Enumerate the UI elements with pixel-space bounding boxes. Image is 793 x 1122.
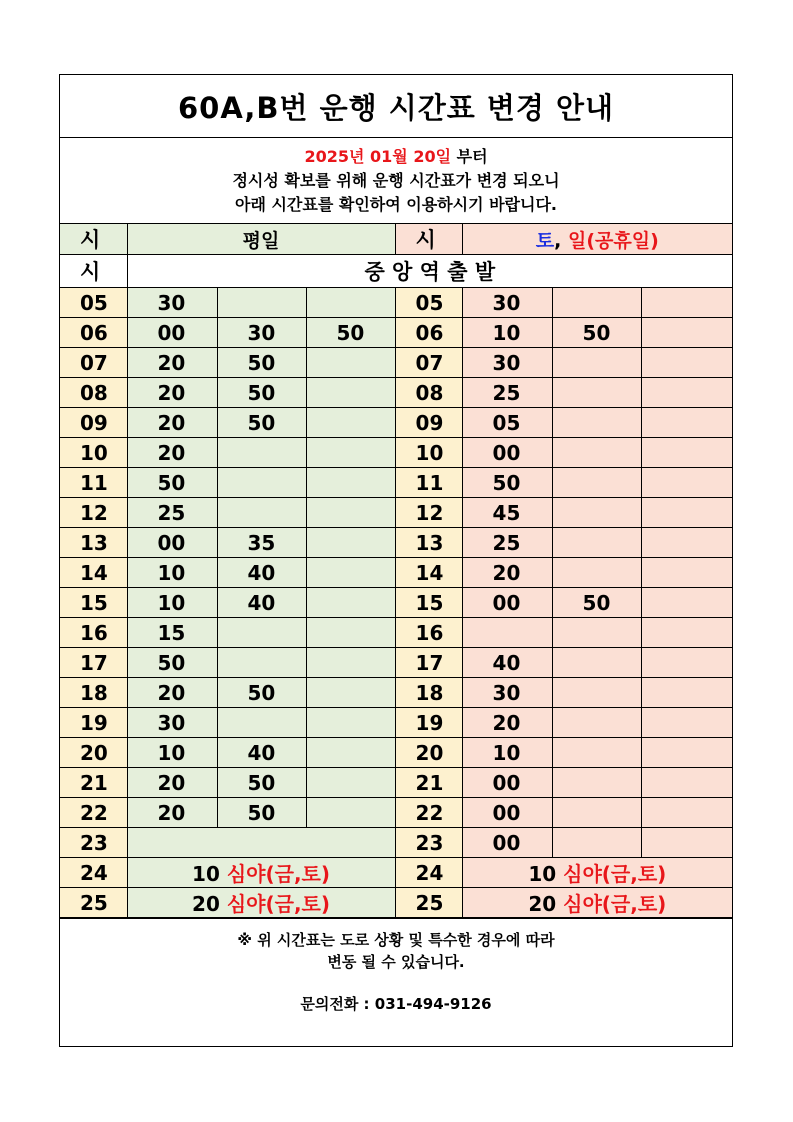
weekday-minute-cell: [306, 708, 395, 738]
footer-note-2: 변동 될 수 있습니다.: [327, 953, 465, 971]
weekend-minute-cell: 00: [462, 768, 552, 798]
weekday-hour-cell: 13: [60, 528, 127, 558]
weekend-hour-cell: 08: [395, 378, 462, 408]
sunday-holiday-label: 일(공휴일): [568, 229, 659, 252]
weekday-minute-cell: [306, 678, 395, 708]
table-row: [60, 648, 732, 678]
weekday-hour-cell: 25: [60, 888, 127, 918]
weekday-minute-cell: 50: [306, 318, 395, 348]
weekday-hour-cell: 24: [60, 858, 127, 888]
weekday-minute-cell: 50: [127, 468, 217, 498]
weekday-hour-cell: 08: [60, 378, 127, 408]
weekday-minute-cell: 20: [127, 798, 217, 828]
weekday-minute-cell: 50: [217, 408, 306, 438]
notice-line-2: 정시성 확보를 위해 운행 시간표가 변경 되오니: [232, 171, 560, 190]
weekend-minute-cell: [641, 318, 732, 348]
weekday-minute-cell: [306, 768, 395, 798]
weekend-minute-cell: [641, 798, 732, 828]
weekend-minute-cell: [641, 468, 732, 498]
weekend-minute-cell: 00: [462, 588, 552, 618]
weekend-hour-cell: 09: [395, 408, 462, 438]
weekend-hour-cell: 17: [395, 648, 462, 678]
weekday-minute-cell: 20: [127, 438, 217, 468]
weekday-minute-cell: [217, 618, 306, 648]
weekday-minute-cell: [306, 438, 395, 468]
weekend-minute-cell: 00: [462, 438, 552, 468]
weekend-minute-cell: [462, 618, 552, 648]
weekend-minute-cell: [552, 348, 641, 378]
weekday-minute-cell: 50: [217, 378, 306, 408]
weekday-minute-cell: 10: [127, 738, 217, 768]
weekday-minute-cell: [306, 288, 395, 318]
weekday-hour-cell: 14: [60, 558, 127, 588]
departure-hour-header: 시: [60, 255, 127, 288]
weekend-minute-cell: [641, 378, 732, 408]
weekday-minute-cell: [306, 348, 395, 378]
effective-date-suffix: 부터: [451, 147, 488, 166]
weekday-minute-cell: 20: [127, 348, 217, 378]
saturday-label: 토: [535, 229, 555, 252]
weekend-late-night-cell: [462, 888, 732, 918]
timetable: [60, 224, 732, 918]
late-night-note: 심야(금,토): [556, 862, 667, 886]
weekday-hour-cell: 19: [60, 708, 127, 738]
weekend-hour-cell: 25: [395, 888, 462, 918]
weekday-minute-cell: 40: [217, 738, 306, 768]
weekend-minute-cell: [552, 498, 641, 528]
weekend-minute-cell: 30: [462, 348, 552, 378]
weekend-minute-cell: [552, 558, 641, 588]
weekday-minute-cell: 10: [127, 588, 217, 618]
weekend-minute-cell: [552, 648, 641, 678]
table-row: [60, 558, 732, 588]
departure-row: [60, 255, 732, 288]
weekend-minute-cell: 45: [462, 498, 552, 528]
weekday-minute-cell: [306, 618, 395, 648]
weekend-hour-cell: 22: [395, 798, 462, 828]
weekday-minute-cell: 50: [217, 798, 306, 828]
table-row: [60, 888, 732, 918]
weekday-minute-cell: [306, 468, 395, 498]
weekend-minute-cell: [552, 828, 641, 858]
weekday-hour-cell: 23: [60, 828, 127, 858]
weekend-minute-cell: [641, 648, 732, 678]
weekday-minute-cell: 10: [127, 558, 217, 588]
weekend-minute-cell: [641, 618, 732, 648]
table-row: [60, 498, 732, 528]
table-row: [60, 528, 732, 558]
weekday-minute-cell: 15: [127, 618, 217, 648]
weekend-minute-cell: [552, 288, 641, 318]
weekend-hour-cell: 12: [395, 498, 462, 528]
table-row: [60, 288, 732, 318]
weekend-hour-cell: 18: [395, 678, 462, 708]
weekday-minute-cell: [217, 648, 306, 678]
table-row: [60, 768, 732, 798]
weekday-minute-cell: 20: [127, 678, 217, 708]
weekday-minute-cell: 00: [127, 528, 217, 558]
weekend-minute-cell: 30: [462, 678, 552, 708]
weekday-minute-cell: 30: [217, 318, 306, 348]
weekday-empty-cell: [127, 828, 395, 858]
weekend-hour-cell: 07: [395, 348, 462, 378]
weekend-minute-cell: [641, 438, 732, 468]
weekend-minute-cell: [641, 678, 732, 708]
weekend-hour-cell: 19: [395, 708, 462, 738]
weekend-minute-cell: 50: [462, 468, 552, 498]
weekend-hour-cell: 10: [395, 438, 462, 468]
weekday-minute-cell: 25: [127, 498, 217, 528]
weekend-hour-cell: 11: [395, 468, 462, 498]
weekday-minute-cell: [306, 648, 395, 678]
table-row: [60, 468, 732, 498]
weekend-minute-cell: 10: [462, 318, 552, 348]
table-row: [60, 798, 732, 828]
weekend-minute-cell: [552, 798, 641, 828]
weekday-hour-cell: 05: [60, 288, 127, 318]
table-row: [60, 588, 732, 618]
table-row: [60, 348, 732, 378]
weekend-minute-cell: [552, 408, 641, 438]
notice-block: [60, 138, 732, 224]
weekday-minute-cell: [306, 558, 395, 588]
weekday-hour-cell: 09: [60, 408, 127, 438]
weekday-minute-cell: [217, 498, 306, 528]
weekday-hour-cell: 07: [60, 348, 127, 378]
contact-phone: 문의전화 : 031-494-9126: [300, 995, 492, 1013]
table-row: [60, 408, 732, 438]
weekend-header: [462, 224, 732, 255]
weekend-minute-cell: [552, 618, 641, 648]
late-night-note: 심야(금,토): [556, 892, 667, 916]
weekday-minute-cell: 40: [217, 558, 306, 588]
weekday-hour-cell: 16: [60, 618, 127, 648]
weekday-minute-cell: 50: [217, 348, 306, 378]
weekend-minute-cell: 30: [462, 288, 552, 318]
weekday-minute-cell: 20: [127, 408, 217, 438]
weekday-minute-cell: [306, 588, 395, 618]
weekend-minute-cell: 20: [462, 558, 552, 588]
page-title: 60A,B번 운행 시간표 변경 안내: [60, 75, 732, 138]
late-minute: 10: [528, 862, 557, 886]
weekday-late-night-cell: [127, 858, 395, 888]
weekend-minute-cell: [641, 408, 732, 438]
weekend-minute-cell: 50: [552, 588, 641, 618]
weekend-minute-cell: 25: [462, 378, 552, 408]
weekday-minute-cell: 50: [217, 768, 306, 798]
weekday-hour-cell: 18: [60, 678, 127, 708]
weekend-hour-cell: 16: [395, 618, 462, 648]
table-row: [60, 708, 732, 738]
footer: [60, 918, 732, 1015]
weekday-hour-cell: 06: [60, 318, 127, 348]
table-row: [60, 738, 732, 768]
weekend-hour-cell: 13: [395, 528, 462, 558]
weekend-hour-cell: 14: [395, 558, 462, 588]
weekday-minute-cell: [217, 438, 306, 468]
weekend-minute-cell: [641, 828, 732, 858]
weekend-minute-cell: [641, 708, 732, 738]
weekday-minute-cell: [306, 528, 395, 558]
weekend-late-night-cell: [462, 858, 732, 888]
weekday-minute-cell: [217, 468, 306, 498]
weekend-minute-cell: [641, 768, 732, 798]
weekend-minute-cell: [641, 288, 732, 318]
weekday-minute-cell: 00: [127, 318, 217, 348]
weekend-minute-cell: [552, 528, 641, 558]
weekday-hour-cell: 15: [60, 588, 127, 618]
weekend-minute-cell: 00: [462, 798, 552, 828]
weekend-minute-cell: [641, 738, 732, 768]
weekend-hour-cell: 21: [395, 768, 462, 798]
departure-station: 중 앙 역 출 발: [127, 255, 732, 288]
weekday-minute-cell: 35: [217, 528, 306, 558]
weekend-hour-cell: 06: [395, 318, 462, 348]
table-row: [60, 378, 732, 408]
timetable-sheet: [59, 74, 733, 1047]
late-night-note: 심야(금,토): [219, 892, 330, 916]
weekend-minute-cell: 00: [462, 828, 552, 858]
weekday-hour-cell: 20: [60, 738, 127, 768]
weekday-hour-cell: 12: [60, 498, 127, 528]
weekday-hour-cell: 11: [60, 468, 127, 498]
weekday-minute-cell: 20: [127, 768, 217, 798]
weekend-hour-cell: 15: [395, 588, 462, 618]
footer-note-1: ※ 위 시간표는 도로 상황 및 특수한 경우에 따라: [237, 931, 555, 949]
weekend-minute-cell: [641, 588, 732, 618]
weekday-minute-cell: [306, 378, 395, 408]
weekday-hour-cell: 21: [60, 768, 127, 798]
late-minute: 20: [192, 892, 220, 916]
table-row: [60, 678, 732, 708]
weekend-minute-cell: 10: [462, 738, 552, 768]
weekend-hour-cell: 20: [395, 738, 462, 768]
weekday-hour-cell: 22: [60, 798, 127, 828]
weekend-minute-cell: [552, 378, 641, 408]
weekday-hour-cell: 17: [60, 648, 127, 678]
weekend-minute-cell: [552, 708, 641, 738]
weekday-header: 평일: [127, 224, 395, 255]
weekday-late-night-cell: [127, 888, 395, 918]
weekday-minute-cell: 50: [127, 648, 217, 678]
weekend-minute-cell: [641, 348, 732, 378]
weekend-minute-cell: [641, 498, 732, 528]
weekday-hour-header: 시: [60, 224, 127, 255]
weekend-minute-cell: 05: [462, 408, 552, 438]
notice-line-1: [60, 145, 732, 169]
late-minute: 20: [528, 892, 557, 916]
weekday-minute-cell: [306, 738, 395, 768]
weekday-minute-cell: 30: [127, 288, 217, 318]
weekday-minute-cell: 20: [127, 378, 217, 408]
weekend-hour-cell: 24: [395, 858, 462, 888]
weekend-minute-cell: [552, 768, 641, 798]
weekend-minute-cell: 20: [462, 708, 552, 738]
table-row: [60, 858, 732, 888]
table-row: [60, 318, 732, 348]
notice-line-3: 아래 시간표를 확인하여 이용하시기 바랍니다.: [234, 195, 558, 214]
effective-date: 2025년 01월 20일: [304, 147, 452, 166]
weekend-minute-cell: [552, 678, 641, 708]
weekday-minute-cell: [217, 708, 306, 738]
weekend-minute-cell: [641, 558, 732, 588]
weekday-minute-cell: 40: [217, 588, 306, 618]
weekend-minute-cell: [552, 468, 641, 498]
weekend-minute-cell: [552, 438, 641, 468]
weekend-separator: ,: [554, 229, 568, 252]
table-row: [60, 438, 732, 468]
weekend-minute-cell: 40: [462, 648, 552, 678]
late-minute: 10: [192, 862, 220, 886]
weekend-hour-cell: 23: [395, 828, 462, 858]
weekday-minute-cell: 50: [217, 678, 306, 708]
weekend-hour-header: 시: [395, 224, 462, 255]
weekday-minute-cell: [217, 288, 306, 318]
weekday-minute-cell: 30: [127, 708, 217, 738]
weekend-minute-cell: [641, 528, 732, 558]
table-row: [60, 618, 732, 648]
weekend-minute-cell: [552, 738, 641, 768]
weekday-minute-cell: [306, 498, 395, 528]
table-row: [60, 828, 732, 858]
weekend-minute-cell: 25: [462, 528, 552, 558]
weekday-minute-cell: [306, 798, 395, 828]
weekend-hour-cell: 05: [395, 288, 462, 318]
weekday-hour-cell: 10: [60, 438, 127, 468]
header-row: [60, 224, 732, 255]
late-night-note: 심야(금,토): [219, 862, 330, 886]
weekday-minute-cell: [306, 408, 395, 438]
weekend-minute-cell: 50: [552, 318, 641, 348]
